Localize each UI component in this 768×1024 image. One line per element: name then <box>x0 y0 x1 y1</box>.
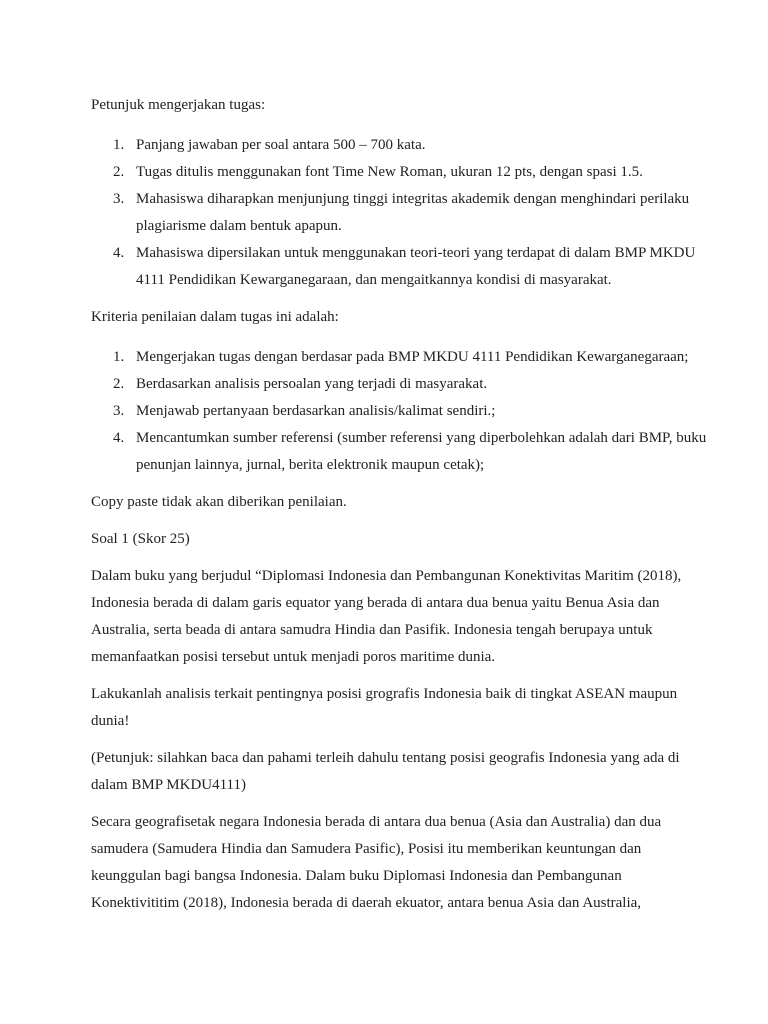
list-item <box>91 132 708 159</box>
list-item <box>91 425 708 479</box>
list-number: 3. <box>113 403 125 419</box>
instructions-list <box>91 132 708 294</box>
notice-text: Copy paste tidak akan diberikan penilaian. <box>91 494 347 510</box>
list-item <box>91 240 708 294</box>
list-item-text: Berdasarkan analisis persoalan yang terjadi di masyarakat. <box>136 376 488 392</box>
list-item-text: Mahasiswa diharapkan menjunjung tinggi integritas akademik dengan menghindari perilaku plagiarisme dalam bentuk apapun. <box>136 191 690 234</box>
question-task: Lakukanlah analisis terkait pentingnya posisi grografis Indonesia baik di tingkat ASEAN maupun dunia! <box>91 686 678 729</box>
list-item <box>91 344 708 371</box>
instructions-heading: Petunjuk mengerjakan tugas: <box>91 97 266 113</box>
list-item-text: Tugas ditulis menggunakan font Time New Roman, ukuran 12 pts, dengan spasi 1.5. <box>136 164 643 180</box>
list-item <box>91 159 708 186</box>
criteria-list <box>91 344 708 479</box>
list-item-text: Mencantumkan sumber referensi (sumber referensi yang diperbolehkan adalah dari BMP, buku penunjan lainnya, jurnal, berita elektronik maupun cetak); <box>136 430 707 473</box>
answer-text: Secara geografisetak negara Indonesia berada di antara dua benua (Asia dan Australia) dan dua samudera (Samudera Hindia dan Samudera Pasific), Posisi itu memberikan keuntungan dan keunggulan bagi bangsa Indonesia. Dalam buku Diplomasi Indonesia dan Pembangunan Konektivititim (2018), Indonesia berada di daerah ekuator, antara benua Asia dan Australia, <box>91 814 662 911</box>
list-item-text: Mahasiswa dipersilakan untuk menggunakan teori-teori yang terdapat di dalam BMP MKDU 4111 Pendidikan Kewarganegaraan, dan mengaitkannya kondisi di masyarakat. <box>136 245 696 288</box>
list-item-text: Menjawab pertanyaan berdasarkan analisis/kalimat sendiri.; <box>136 403 496 419</box>
list-number: 2. <box>113 376 125 392</box>
list-number: 4. <box>113 245 125 261</box>
list-number: 1. <box>113 137 125 153</box>
list-item-text: Panjang jawaban per soal antara 500 – 700 kata. <box>136 137 426 153</box>
question-title: Soal 1 (Skor 25) <box>91 531 190 547</box>
list-item-text: Mengerjakan tugas dengan berdasar pada BMP MKDU 4111 Pendidikan Kewarganegaraan; <box>136 349 689 365</box>
list-number: 1. <box>113 349 125 365</box>
list-number: 4. <box>113 430 125 446</box>
list-item <box>91 398 708 425</box>
list-number: 3. <box>113 191 125 207</box>
list-item <box>91 186 708 240</box>
list-number: 2. <box>113 164 125 180</box>
question-context: Dalam buku yang berjudul “Diplomasi Indonesia dan Pembangunan Konektivitas Maritim (2018), Indonesia berada di dalam garis equator yang berada di antara dua benua yaitu Benua Asia dan Australia, serta beada di antara samudra Hindia dan Pasifik. Indonesia tengah berupaya untuk memanfaatkan posisi tersebut untuk menjadi poros maritime dunia. <box>91 568 682 665</box>
criteria-heading: Kriteria penilaian dalam tugas ini adalah: <box>91 309 339 325</box>
question-hint: (Petunjuk: silahkan baca dan pahami terleih dahulu tentang posisi geografis Indonesia yang ada di dalam BMP MKDU4111) <box>91 750 680 793</box>
list-item <box>91 371 708 398</box>
